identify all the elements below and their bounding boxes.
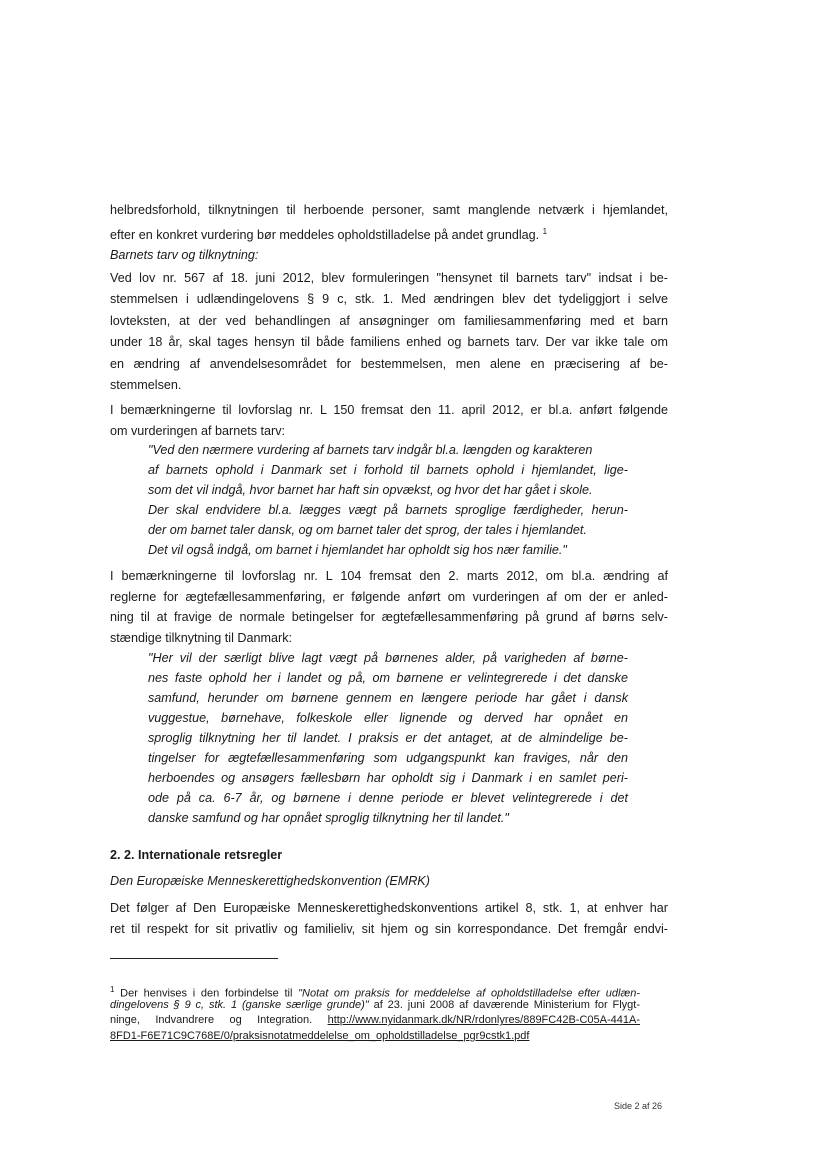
text-line: Det følger af Den Europæiske Menneskerettighedskonventions artikel 8, stk. 1, at enhver har [110,901,668,915]
section-heading [110,845,668,866]
subheading-text: Den Europæiske Menneskerettighedskonvention (EMRK) [110,874,430,888]
subheading-text: Barnets tarv og tilknytning: [110,248,259,262]
quote-line: "Her vil der særligt blive lagt vægt på børnenes alder, på varigheden af børne- [148,651,628,665]
text-line: lovteksten, at der ved behandlingen af ansøgninger om familiesammenføring med et barn [110,313,668,328]
subheading-barnets-tarv [110,245,668,266]
text: efter en konkret vurdering bør meddeles opholdstilladelse på andet grundlag. [110,228,540,243]
quote-line: vuggestue, børnehave, folkeskole eller lignende og derved har opnået en [148,711,628,725]
text-line: Ved lov nr. 567 af 18. juni 2012, blev formuleringen "hensynet til barnets tarv" indsat i be- [110,271,668,285]
quote-line: af barnets ophold i Danmark set i forhold til barnets ophold i hjemlandet, lige- [148,463,628,477]
footnote-number: 1 [110,985,115,994]
law-paragraph [110,268,668,396]
quote-line: som det vil indgå, hvor barnet har haft sin opvækst, og hvor det har gået i skole. [148,483,593,497]
quote-line: "Ved den nærmere vurdering af barnets tarv indgår bl.a. længden og karakteren [148,443,593,457]
text-line: under 18 år, skal tages hensyn til både familiens enhed og barnets tarv. Der var ikke tale om [110,335,668,350]
quote-line: Der skal endvidere bl.a. lægges vægt på barnets sproglige færdigheder, herun- [148,503,628,517]
quote-barnets-tarv [148,440,628,560]
footnote-line [110,1029,640,1045]
text-line: reglerne for ægtefællesammenføring, er følgende anført om vurderingen af om der er anled- [110,589,668,604]
page-number: Side 2 af 26 [614,1101,663,1111]
quote-line: samfund, herunder om børnene gennem en længere periode har gået i dansk [148,691,628,705]
text: Der henvises i den forbindelse til [120,987,299,1000]
text: ninge, Indvandrere og Integration. [110,1014,328,1027]
heading-text: 2. 2. Internationale retsregler [110,848,283,862]
text-line: stændige tilknytning til Danmark: [110,631,292,646]
footnote [110,982,640,1045]
quote-line: nes faste ophold her i landet og på, om børnene er velintegrerede i det danske [148,671,628,685]
footnote-separator [110,958,278,959]
intro-paragraph [110,200,668,243]
text-line: ret til respekt for sit privatliv og familieliv, sit hjem og sin korrespondance. Det fremgår endvi- [110,922,668,937]
subheading-emrk [110,871,668,892]
l150-paragraph [110,400,668,443]
emrk-paragraph [110,898,668,941]
text-line: I bemærkningerne til lovforslag nr. L 150 fremsat den 11. april 2012, er bl.a. anført følgende [110,403,668,417]
footnote-title: dingelovens § 9 c, stk. 1 (ganske særlige grunde)" [110,998,369,1011]
footnote-link[interactable]: 8FD1-F6E71C9C768E/0/praksisnotatmeddelelse_om_opholdstilladelse_pgr9cstk1.pdf [110,1030,530,1043]
footnote-line [110,982,640,998]
quote-line: der om barnet taler dansk, og om barnet taler det sprog, der tales i hjemlandet. [148,523,587,537]
footnote-line [110,1013,640,1029]
footnote-title: "Notat om praksis for meddelelse af opholdstilladelse efter udlæn- [298,987,641,1000]
text: af 23. juni 2008 af daværende Ministerium for Flygt- [368,998,640,1011]
quote-line: sproglig tilknytning her til landet. I praksis er det antaget, at de almindelige be- [148,731,628,745]
footnote-link[interactable]: http://www.nyidanmark.dk/NR/rdonlyres/889FC42B-C05A-441A- [327,1014,640,1027]
text-line [110,221,668,242]
l104-paragraph [110,566,668,649]
text-line: ning til at fravige de normale betingelser for ægtefællesammenføring på grund af børns selv- [110,610,668,625]
text-line: I bemærkningerne til lovforslag nr. L 104 fremsat den 2. marts 2012, om bl.a. ændring af [110,569,668,583]
text-line: en ændring af anvendelsesområdet for bestemmelsen, men alene en præcisering af be- [110,356,668,371]
quote-line: herboendes og ansøgers fællesbørn har opholdt sig i Danmark i en samlet peri- [148,771,628,785]
quote-line: Det vil også indgå, om barnet i hjemlandet har opholdt sig hos nær familie." [148,543,567,557]
quote-line: ode på ca. 6-7 år, og børnene i denne periode er blevet velintegrerede i det [148,791,628,805]
quote-line: danske samfund og har opnået sproglig tilknytning her til landet." [148,811,509,825]
text-line: stemmelsen. [110,377,182,392]
text-line: om vurderingen af barnets tarv: [110,424,286,439]
footnote-reference[interactable]: 1 [542,227,548,237]
text-line: helbredsforhold, tilknytningen til herboende personer, samt manglende netværk i hjemlandet, [110,203,668,217]
footnote-line [110,998,640,1014]
quote-line: tingelser for ægtefællesammenføring som udgangspunkt kan fraviges, når den [148,751,628,765]
text-line: stemmelsen i udlændingelovens § 9 c, stk. 1. Med ændringen blev det tydeliggjort i selve [110,292,668,307]
quote-aegtefaelle [148,648,628,828]
